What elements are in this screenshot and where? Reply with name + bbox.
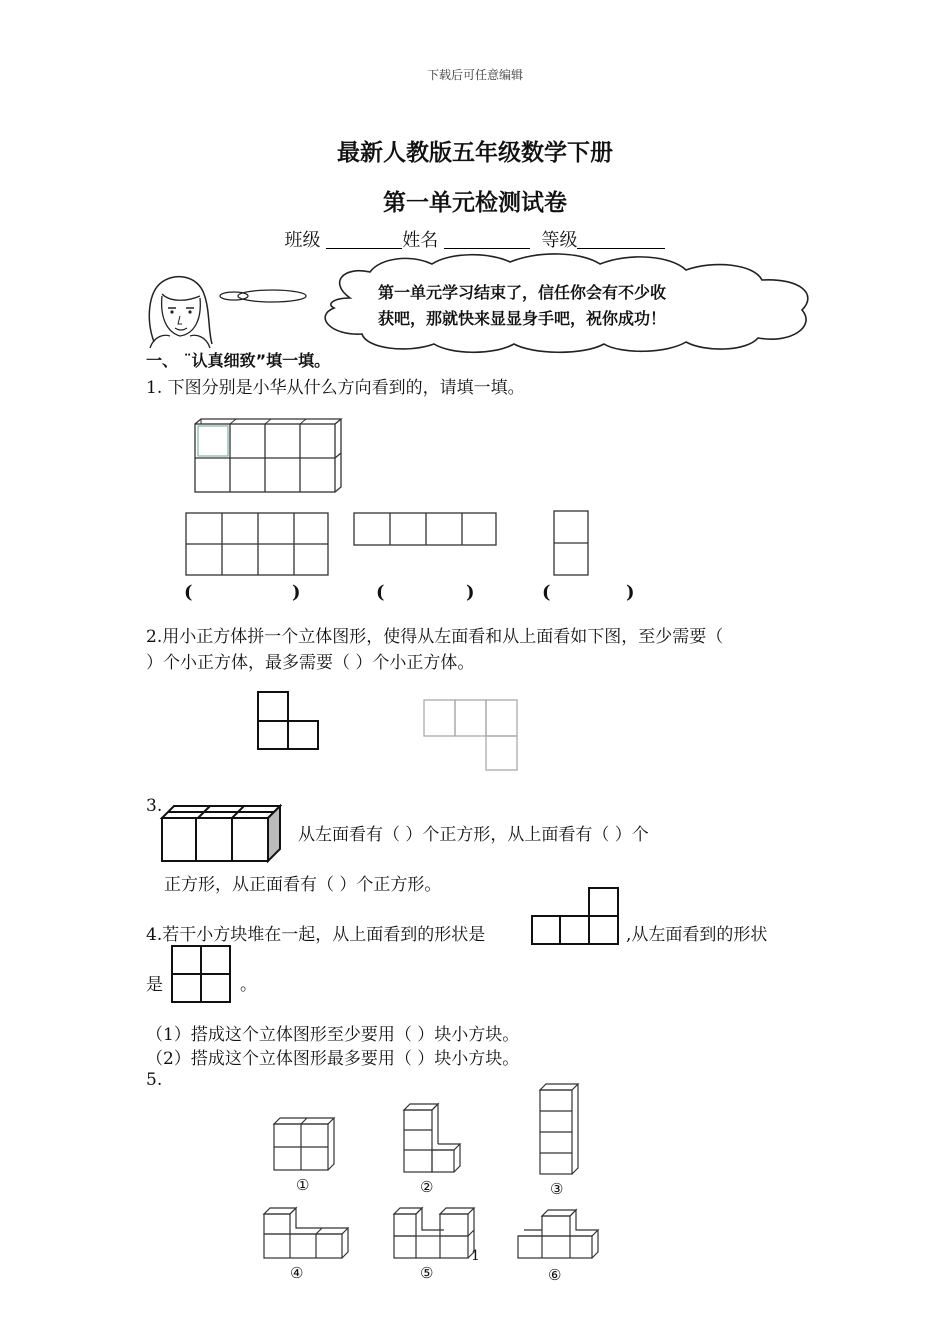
- girl-illustration: [140, 272, 220, 348]
- page-number: 1: [471, 1248, 480, 1264]
- q2-top-view: [422, 698, 520, 772]
- name-label: 姓名: [402, 230, 439, 251]
- name-blank: [444, 230, 530, 249]
- q1-paren-close-a: ): [292, 582, 301, 603]
- question-1-text: 1. 下图分别是小华从什么方向看到的，请填一填。: [146, 378, 525, 398]
- bubble-line-1: 第一单元学习结束了，信任你会有不少收: [378, 283, 667, 302]
- q1-paren-open-b: (: [376, 582, 385, 603]
- q1-paren-close-b: ): [466, 582, 475, 603]
- student-info-line: [0, 226, 950, 252]
- question-4-part-2: ,从左面看到的形状: [626, 925, 768, 945]
- q1-view-b: [352, 511, 498, 547]
- class-label: 班级: [284, 230, 321, 251]
- q5-label-3: ③: [550, 1180, 564, 1198]
- question-3-line-2: 正方形，从正面看有（ ）个正方形。: [164, 875, 442, 895]
- page-title: 最新人教版五年级数学下册: [337, 140, 613, 166]
- q1-3d-figure: [190, 416, 352, 496]
- grade-blank: [577, 230, 665, 249]
- q1-view-a: [184, 511, 330, 577]
- question-4-part-4: 。: [240, 975, 257, 995]
- q5-label-2: ②: [420, 1178, 434, 1196]
- q5-figure-3: [538, 1082, 580, 1176]
- section-heading: 一、 ¨认真细致”填一填。: [146, 351, 331, 370]
- q1-paren-open-c: (: [542, 582, 551, 603]
- question-5-number: 5.: [146, 1070, 163, 1090]
- question-4-sub-1: （1）搭成这个立体图形至少要用（ ）块小方块。: [146, 1025, 520, 1045]
- page-subtitle: 第一单元检测试卷: [383, 190, 567, 216]
- q5-label-5: ⑤: [420, 1264, 434, 1282]
- q5-figure-6: [516, 1208, 600, 1260]
- question-4-part-3: 是: [146, 975, 163, 995]
- class-blank: [326, 230, 402, 249]
- header-note: 下载后可任意编辑: [426, 68, 523, 82]
- question-2-line-1: 2.用小正方体拼一个立体图形，使得从左面看和从上面看如下图，至少需要（: [146, 627, 724, 647]
- q5-label-1: ①: [296, 1176, 310, 1194]
- question-2-line-2: ）个小正方体，最多需要（ ）个小正方体。: [146, 653, 475, 673]
- bubble-line-2: 获吧，那就快来显显身手吧，祝你成功！: [378, 309, 667, 328]
- q1-paren-open-a: (: [184, 582, 193, 603]
- grade-label: 等级: [541, 230, 578, 251]
- q1-view-c: [552, 509, 590, 579]
- question-3-number: 3.: [146, 796, 163, 816]
- q2-left-view: [256, 690, 320, 752]
- q5-figure-2: [402, 1102, 464, 1174]
- q1-paren-close-c: ): [626, 582, 635, 603]
- q5-label-6: ⑥: [548, 1266, 562, 1284]
- question-4-part-1: 4.若干小方块堆在一起，从上面看到的形状是: [146, 925, 486, 945]
- q3-3d-figure: [160, 804, 284, 864]
- q4-top-view: [530, 886, 620, 946]
- q5-figure-4: [262, 1206, 350, 1260]
- question-3-line-1: 从左面看有（ ）个正方形，从上面看有（ ）个: [298, 825, 649, 845]
- q4-left-view: [170, 944, 232, 1004]
- q5-figure-5: [392, 1206, 476, 1260]
- q5-label-4: ④: [290, 1264, 304, 1282]
- q5-figure-1: [274, 1116, 336, 1172]
- question-4-sub-2: （2）搭成这个立体图形最多要用（ ）块小方块。: [146, 1049, 520, 1069]
